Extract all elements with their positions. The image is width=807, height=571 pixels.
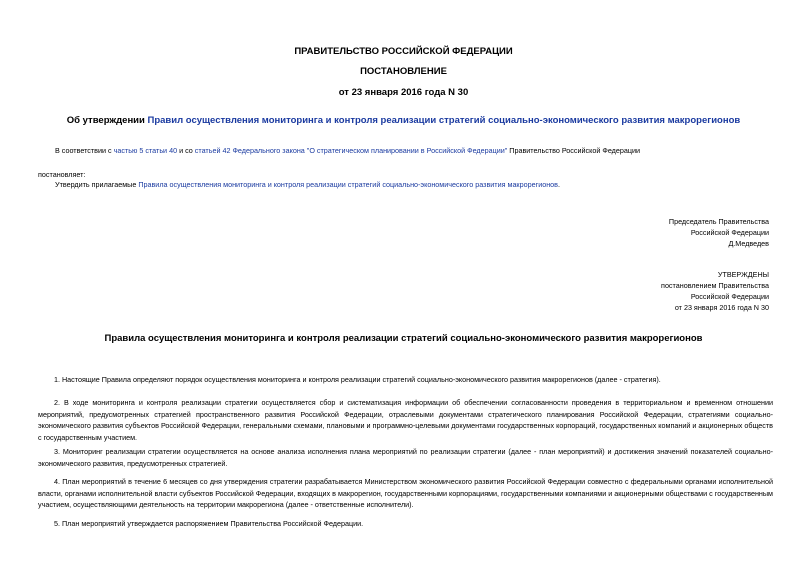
signature-block <box>509 216 769 249</box>
preamble-text-3: Правительство Российской Федерации <box>507 146 640 155</box>
paragraph-text: 1. Настоящие Правила определяют порядок осуществления мониторинга и контроля реализации стратегий социально-экономического развития макрорегионов (далее - стратегия). <box>54 375 661 384</box>
signature-line-3: Д.Медведев <box>728 239 769 248</box>
paragraph-text: 2. В ходе мониторинга и контроля реализации стратегии осуществляется сбор и систематизация информации об обеспечении согласованности проведения в территориальном и временном отношении мероприятий, предусмотренных стратегией пространственного развития Российской Федерации, отраслевыми документами стратегического планирования Российской Федерации, стратегиями социально-экономического развития субъектов Российской Федерации, генеральными схемами, плановыми и программно-целевыми документами государственных корпораций, государственных компаний и акционерных обществ с государственным участием. <box>38 398 773 442</box>
document-title-prefix: Об утверждении <box>66 115 148 126</box>
rules-paragraph-1 <box>38 374 773 386</box>
signature-line-2: Российской Федерации <box>690 228 769 237</box>
preamble-link-article-42[interactable]: статьей 42 Федерального закона "О стратегическом планировании в Российской Федерации" <box>194 146 508 155</box>
approval-line-3: Российской Федерации <box>690 292 769 301</box>
rules-paragraph-5 <box>38 518 773 530</box>
rules-paragraph-3 <box>38 446 773 469</box>
paragraph-text: 4. План мероприятий в течение 6 месяцев со дня утверждения стратегии разрабатывается Министерством экономического развития Российской Федерации совместно с федеральными органами исполнительной власти, органами исполнительной власти субъектов Российской Федерации, входящих в макрорегион, государственными корпорациями, государственными компаниями и акционерными обществами с государственным участием, осуществляющими деятельность на территории макрорегиона (далее - ответственные исполнители). <box>38 477 773 509</box>
document-date-number: от 23 января 2016 года N 30 <box>338 87 469 98</box>
signature-line-1: Председатель Правительства <box>668 217 769 226</box>
government-heading: ПРАВИТЕЛЬСТВО РОССИЙСКОЙ ФЕДЕРАЦИИ <box>294 46 513 57</box>
approval-line-4: от 23 января 2016 года N 30 <box>674 303 769 312</box>
approve-sentence <box>55 179 775 190</box>
approve-suffix: . <box>558 180 560 189</box>
preamble-text-2: и со <box>177 146 195 155</box>
document-type: ПОСТАНОВЛЕНИЕ <box>360 66 447 77</box>
document-title <box>0 115 807 126</box>
decree-word: постановляет: <box>38 170 86 179</box>
approve-rules-link[interactable]: Правила осуществления мониторинга и контроля реализации стратегий социально-экономического развития макрорегионов <box>138 180 558 189</box>
approval-block <box>509 269 769 313</box>
approve-prefix: Утвердить прилагаемые <box>55 180 139 189</box>
rules-paragraph-4 <box>38 476 773 511</box>
preamble-link-part-5-article-40[interactable]: частью 5 статьи 40 <box>113 146 178 155</box>
preamble-text-1: В соответствии с <box>55 146 114 155</box>
document-title-link[interactable]: Правил осуществления мониторинга и контроля реализации стратегий социально-экономического развития макрорегионов <box>147 115 741 126</box>
approval-line-1: УТВЕРЖДЕНЫ <box>717 270 769 279</box>
rules-title: Правила осуществления мониторинга и контроля реализации стратегий социально-экономического развития макрорегионов <box>104 333 703 344</box>
rules-paragraph-2 <box>38 397 773 443</box>
preamble-text <box>55 145 775 156</box>
paragraph-text: 3. Мониторинг реализации стратегии осуществляется на основе анализа исполнения плана мероприятий по реализации стратегии (далее - план мероприятий) и достижения значений показателей социально-экономического развития, предусмотренных стратегией. <box>38 447 773 468</box>
paragraph-text: 5. План мероприятий утверждается распоряжением Правительства Российской Федерации. <box>54 519 364 528</box>
approval-line-2: постановлением Правительства <box>661 281 769 290</box>
